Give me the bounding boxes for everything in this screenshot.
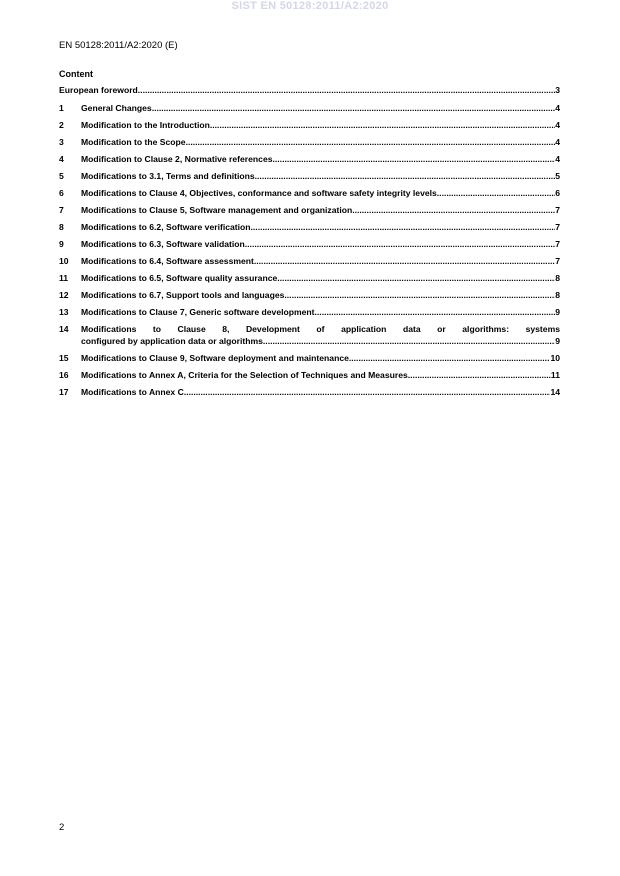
- toc-entry-title-line1: Modifications to Clause 8, Development of application data or algorithms: systems: [81, 324, 560, 334]
- toc-entry-page: 9: [555, 336, 560, 346]
- toc-entry-title: Modifications to Clause 4, Objectives, conformance and software safety integrity levels: [81, 188, 437, 198]
- toc-leader-dots: [315, 307, 556, 318]
- toc-entry-number: 9: [59, 239, 64, 249]
- toc-entry-number: 14: [59, 324, 69, 334]
- toc-entry-page: 4: [555, 120, 560, 130]
- toc-leader-dots: [251, 222, 556, 233]
- toc-entry-17[interactable]: [59, 387, 560, 398]
- toc-entry-number: 17: [59, 387, 69, 397]
- toc-leader-dots: [184, 387, 551, 398]
- toc-entry-title: Modifications to Annex A, Criteria for the Selection of Techniques and Measures: [81, 370, 408, 380]
- toc-entry-10[interactable]: [59, 256, 560, 267]
- toc-entry-number: 6: [59, 188, 64, 198]
- toc-entry-6[interactable]: [59, 188, 560, 199]
- table-of-contents: [59, 69, 560, 404]
- toc-entry-title: Modifications to Annex C: [81, 387, 184, 397]
- toc-entry-number: 7: [59, 205, 64, 215]
- toc-entry-1[interactable]: [59, 103, 560, 114]
- toc-leader-dots: [152, 103, 556, 114]
- toc-entry-13[interactable]: [59, 307, 560, 318]
- toc-leader-dots: [408, 370, 551, 381]
- toc-entry-title: Modifications to Clause 7, Generic software development: [81, 307, 315, 317]
- toc-entry-number: 15: [59, 353, 69, 363]
- toc-entry-page: 4: [555, 137, 560, 147]
- toc-entry-page: 5: [555, 171, 560, 181]
- toc-entry-title: Modifications to 6.3, Software validation: [81, 239, 245, 249]
- toc-entry-title: Modification to the Scope: [81, 137, 186, 147]
- toc-entry-title: Modifications to 6.7, Support tools and languages: [81, 290, 285, 300]
- toc-entry-number: 16: [59, 370, 69, 380]
- toc-entry-title: Modifications to 6.4, Software assessment: [81, 256, 254, 266]
- toc-entry-16[interactable]: [59, 370, 560, 381]
- toc-leader-dots: [277, 273, 555, 284]
- toc-entry-page: 7: [555, 222, 560, 232]
- toc-entry-page: 9: [555, 307, 560, 317]
- toc-leader-dots: [255, 171, 556, 182]
- toc-entry-number: 8: [59, 222, 64, 232]
- toc-entry-title: Modifications to 6.2, Software verification: [81, 222, 251, 232]
- watermark: SIST EN 50128:2011/A2:2020: [231, 0, 389, 12]
- toc-leader-dots: [284, 290, 555, 301]
- toc-entry-title-line2-row: [81, 336, 560, 347]
- toc-leader-dots: [254, 256, 555, 267]
- toc-entry-title: General Changes: [81, 103, 152, 113]
- toc-entry-title: Modifications to 6.5, Software quality assurance: [81, 273, 278, 283]
- toc-entry-number: 5: [59, 171, 64, 181]
- toc-entry-8[interactable]: [59, 222, 560, 233]
- toc-leader-dots: [273, 154, 556, 165]
- toc-entry-number: 10: [59, 256, 69, 266]
- toc-entry-11[interactable]: [59, 273, 560, 284]
- toc-entry-title-block: [81, 324, 560, 347]
- toc-entry-2[interactable]: [59, 120, 560, 131]
- toc-entry-page: 6: [555, 188, 560, 198]
- toc-entry-12[interactable]: [59, 290, 560, 301]
- toc-leader-dots: [349, 353, 551, 364]
- toc-leader-dots: [437, 188, 555, 199]
- toc-leader-dots: [245, 239, 555, 250]
- toc-entry-number: 11: [59, 273, 69, 283]
- toc-entry-5[interactable]: [59, 171, 560, 182]
- toc-entry-page: 3: [555, 85, 560, 95]
- toc-entry-page: 10: [550, 353, 560, 363]
- toc-leader-dots: [186, 137, 556, 148]
- toc-entry-page: 8: [555, 273, 560, 283]
- toc-entry-number: 3: [59, 137, 64, 147]
- toc-entry-page: 7: [555, 256, 560, 266]
- toc-leader-dots: [352, 205, 555, 216]
- toc-entry-page: 4: [555, 103, 560, 113]
- toc-entry-number: 2: [59, 120, 64, 130]
- toc-entry-3[interactable]: [59, 137, 560, 148]
- toc-entry-9[interactable]: [59, 239, 560, 250]
- toc-entry-15[interactable]: [59, 353, 560, 364]
- toc-entry-number: 13: [59, 307, 69, 317]
- toc-entry-title: Modification to the Introduction: [81, 120, 210, 130]
- toc-entry-title: Modifications to 3.1, Terms and definitions: [81, 171, 255, 181]
- toc-entry-title: Modifications to Clause 5, Software management and organization: [81, 205, 353, 215]
- toc-entry-title: European foreword: [59, 85, 138, 95]
- toc-entry-page: 14: [550, 387, 560, 397]
- toc-entry-7[interactable]: [59, 205, 560, 216]
- toc-entry-title-line2: configured by application data or algorithms: [81, 336, 263, 346]
- toc-entry-page: 7: [555, 205, 560, 215]
- toc-entry-title: Modification to Clause 2, Normative references: [81, 154, 273, 164]
- document-id: EN 50128:2011/A2:2020 (E): [59, 40, 178, 51]
- toc-leader-dots: [263, 336, 555, 347]
- page-number: 2: [59, 822, 65, 833]
- toc-entry-14[interactable]: [59, 324, 560, 347]
- toc-entry-page: 11: [550, 370, 560, 380]
- toc-entry-number: 1: [59, 103, 64, 113]
- toc-entry-number: 4: [59, 154, 64, 164]
- toc-entry-4[interactable]: [59, 154, 560, 165]
- toc-entry-page: 8: [555, 290, 560, 300]
- toc-leader-dots: [210, 120, 555, 131]
- toc-leader-dots: [138, 85, 555, 96]
- toc-entry-title: Modifications to Clause 9, Software deployment and maintenance: [81, 353, 349, 363]
- toc-entry-page: 4: [555, 154, 560, 164]
- toc-entry-foreword[interactable]: [59, 85, 560, 96]
- toc-heading: Content: [59, 69, 93, 79]
- toc-entry-number: 12: [59, 290, 69, 300]
- toc-entry-page: 7: [555, 239, 560, 249]
